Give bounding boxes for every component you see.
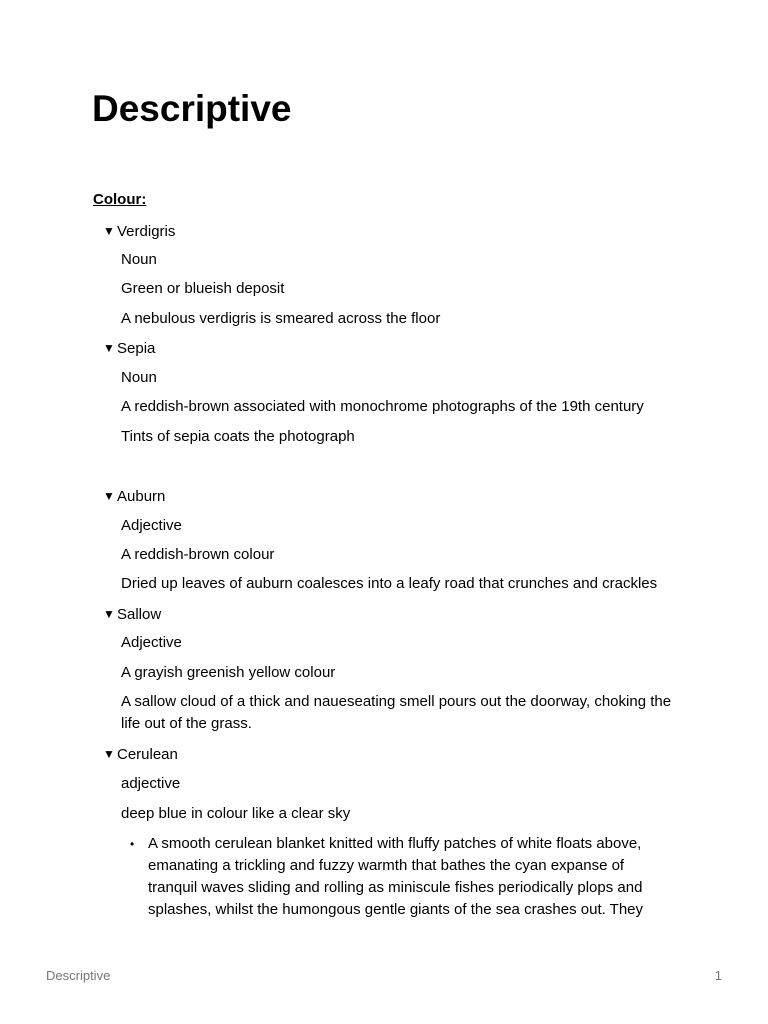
- toggle-verdigris[interactable]: [103, 221, 175, 242]
- entry-example-bullet: A smooth cerulean blanket knitted with fluffy patches of white floats above, emanating a trickling and fuzzy warmth that bathes the cyan expanse of tranquil waves sliding and rolling as miniscule fishes periodically plops and splashes, whilst the humongous gentle giants of the sea crashes out. They: [148, 835, 644, 918]
- entry-word: Auburn: [117, 488, 166, 505]
- entry-example: Tints of sepia coats the photograph: [121, 428, 355, 445]
- bullet-icon: •: [130, 837, 135, 851]
- toggle-sepia[interactable]: [103, 338, 155, 359]
- footer-document-title: Descriptive: [46, 968, 111, 983]
- entry-definition: A reddish-brown associated with monochrome photographs of the 19th century: [121, 398, 644, 415]
- toggle-sallow[interactable]: [103, 604, 161, 625]
- toggle-cerulean[interactable]: [103, 744, 178, 765]
- entry-part-of-speech: Noun: [121, 251, 157, 268]
- entry-word: Verdigris: [117, 223, 176, 240]
- entry-definition: A grayish greenish yellow colour: [121, 664, 336, 681]
- section-heading-colour: Colour:: [93, 191, 147, 208]
- entry-part-of-speech: adjective: [121, 775, 181, 792]
- toggle-arrow-icon: ▼: [103, 607, 115, 621]
- entry-example: A sallow cloud of a thick and naueseating smell pours out the doorway, choking the life out of the grass.: [121, 693, 672, 732]
- toggle-arrow-icon: ▼: [103, 341, 115, 355]
- entry-definition: deep blue in colour like a clear sky: [121, 805, 351, 822]
- entry-example: Dried up leaves of auburn coalesces into a leafy road that crunches and crackles: [121, 575, 658, 592]
- page-title: Descriptive: [92, 88, 292, 129]
- entry-definition: A reddish-brown colour: [121, 546, 275, 563]
- toggle-auburn[interactable]: [103, 486, 165, 507]
- entry-part-of-speech: Adjective: [121, 517, 182, 534]
- toggle-arrow-icon: ▼: [103, 489, 115, 503]
- entry-definition: Green or blueish deposit: [121, 280, 285, 297]
- entry-part-of-speech: Adjective: [121, 634, 182, 651]
- footer-page-number: 1: [714, 968, 722, 983]
- entry-word: Sallow: [117, 606, 162, 623]
- toggle-arrow-icon: ▼: [103, 224, 115, 238]
- entry-example: A nebulous verdigris is smeared across the floor: [121, 310, 441, 327]
- entry-word: Sepia: [117, 340, 156, 357]
- entry-word: Cerulean: [117, 746, 178, 763]
- toggle-arrow-icon: ▼: [103, 747, 115, 761]
- entry-part-of-speech: Noun: [121, 369, 157, 386]
